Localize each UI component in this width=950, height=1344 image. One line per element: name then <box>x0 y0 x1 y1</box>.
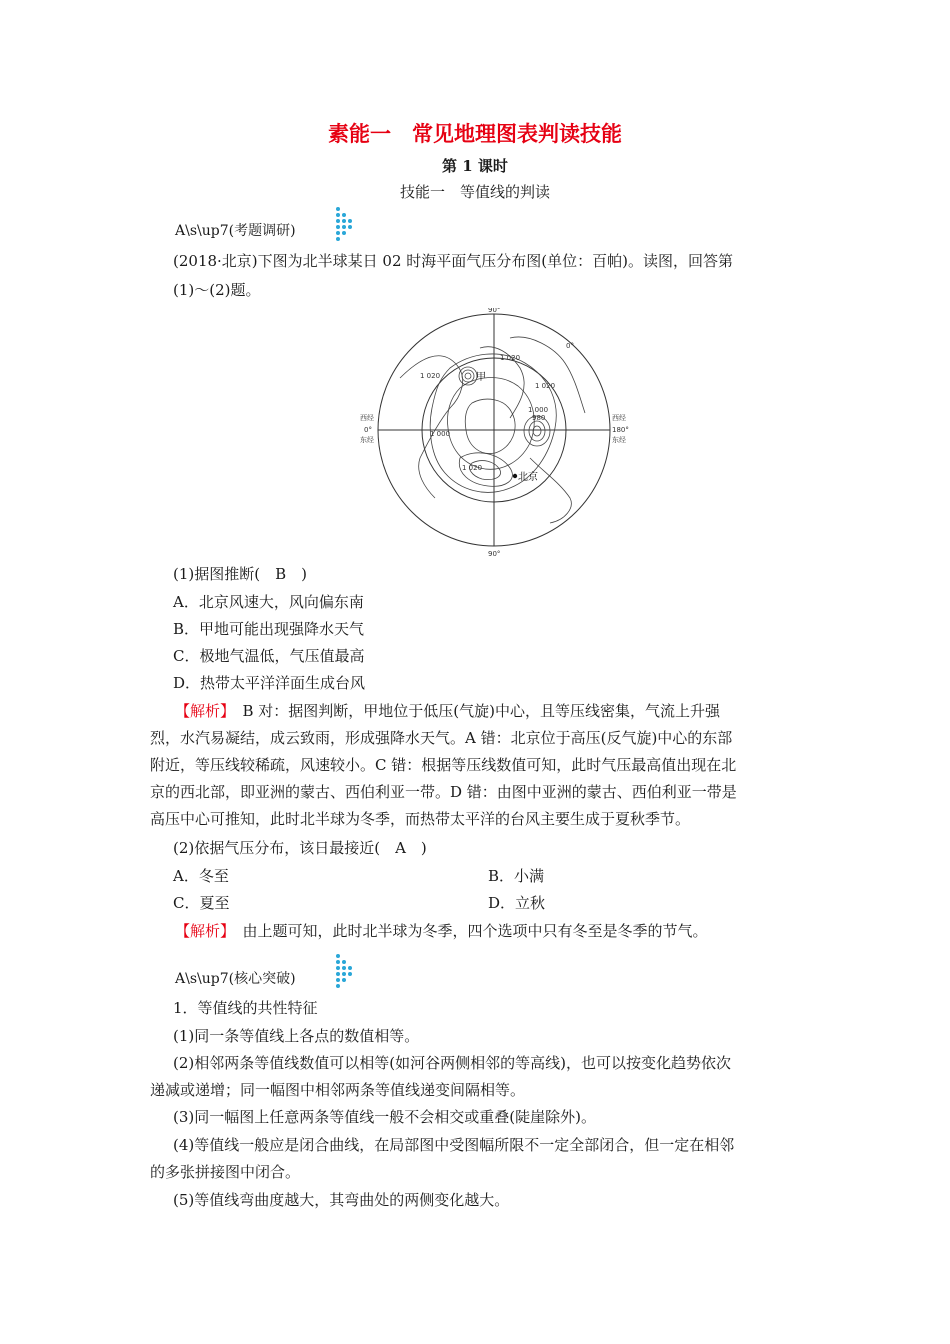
q1-explanation-line-3: 附近，等压线较稀疏，风速较小。C 错：根据等压线数值可知，此时气压最高值出现在北 <box>150 756 737 774</box>
label-zero: 0° <box>566 342 574 350</box>
core-point-4-line-2: 的多张拼接图中闭合。 <box>150 1163 301 1181</box>
place-beijing: 北京 <box>518 472 538 483</box>
iso-label-3: 1 000 <box>528 406 549 414</box>
place-jia: 甲 <box>476 372 486 383</box>
core-point-4-line-1: (4)等值线一般应是闭合曲线，在局部图中受图幅所限不一定全部闭合，但一定在相邻 <box>173 1136 735 1154</box>
iso-label-2: 1 020 <box>500 354 521 362</box>
core-point-1: (1)同一条等值线上各点的数值相等。 <box>173 1027 420 1045</box>
isobar-inner <box>465 399 515 453</box>
low-right-ring-3 <box>533 426 541 436</box>
core-point-2-line-2: 递减或递增；同一幅图中相邻两条等值线递变间隔相等。 <box>150 1081 526 1099</box>
iso-label-7: 1 020 <box>462 464 483 472</box>
q1-option-d: D．热带太平洋洋面生成台风 <box>173 674 366 692</box>
pressure-map-figure <box>360 308 630 558</box>
q1-explanation-line-2: 烈，水汽易凝结，成云致雨，形成强降水天气。A 错：北京位于高压(反气旋)中心的东部 <box>150 729 733 747</box>
q2-option-a: A．冬至 <box>173 867 229 885</box>
beijing-dot <box>513 474 517 478</box>
section-label-exam: A\s\up7(考题调研) <box>175 223 296 239</box>
section-label-core: A\s\up7(核心突破) <box>175 971 296 987</box>
label-right-2: 180° <box>612 426 629 434</box>
label-right-3: 东经 <box>612 436 626 444</box>
q1-explanation-line-4: 京的西北部，即亚洲的蒙古、西伯利亚一带。D 错：由图中亚洲的蒙古、西伯利亚一带是 <box>150 783 737 801</box>
q2-option-b: B．小满 <box>488 867 545 885</box>
iso-label-1: 1 020 <box>420 372 441 380</box>
q2-stem: (2)依据气压分布，该日最接近( A ) <box>173 839 427 857</box>
iso-label-5: 1 020 <box>535 382 556 390</box>
skill-heading: 技能一 等值线的判读 <box>399 183 550 201</box>
label-left-2: 0° <box>364 426 372 434</box>
analysis-tag: 【解析】 <box>175 702 228 720</box>
q1-option-a: A．北京风速大，风向偏东南 <box>173 593 364 611</box>
label-left-1: 西经 <box>360 414 374 422</box>
chevron-icon <box>334 952 356 990</box>
iso-label-6: 1 000 <box>430 430 451 438</box>
label-bottom: 90° <box>488 550 501 558</box>
intro-line-2: (1)～(2)题。 <box>173 281 261 299</box>
q2-explanation: 【解析】 由上题可知，此时北半球为冬季，四个选项中只有冬至是冬季的节气。 <box>175 922 708 940</box>
q1-explanation-line-1: 【解析】 B 对：据图判断，甲地位于低压(气旋)中心，且等压线密集，气流上升强 <box>175 702 721 720</box>
q1-stem: (1)据图推断( B ) <box>173 565 307 583</box>
coastline-3 <box>530 458 571 523</box>
core-point-3: (3)同一幅图上任意两条等值线一般不会相交或重叠(陡崖除外)。 <box>173 1108 596 1126</box>
core-heading: 1．等值线的共性特征 <box>173 999 318 1017</box>
page-title: 素能一 常见地理图表判读技能 <box>328 122 622 146</box>
label-right-1: 西经 <box>612 414 626 422</box>
q2-option-d: D．立秋 <box>488 894 546 912</box>
low-ring-3 <box>465 373 471 379</box>
core-point-5: (5)等值线弯曲度越大，其弯曲处的两侧变化越大。 <box>173 1191 510 1209</box>
low-ring-2 <box>462 370 474 382</box>
q1-option-b: B．甲地可能出现强降水天气 <box>173 620 365 638</box>
q1-option-c: C．极地气温低，气压值最高 <box>173 647 365 665</box>
intro-line-1: (2018·北京)下图为北半球某日 02 时海平面气压分布图(单位：百帕)。读图，回答第 <box>173 252 733 270</box>
q1-explanation-line-5: 高压中心可推知，此时北半球为冬季，而热带太平洋的台风主要生成于夏秋季节。 <box>150 810 691 828</box>
pressure-map <box>360 308 630 558</box>
lesson-label: 第 1 课时 <box>442 157 508 175</box>
label-left-3: 东经 <box>360 436 374 444</box>
iso-label-4: 980 <box>532 414 546 422</box>
chevron-icon <box>334 205 356 243</box>
low-right-ring-2 <box>529 421 545 441</box>
label-top: 90° <box>488 308 501 314</box>
q2-option-c: C．夏至 <box>173 894 230 912</box>
analysis-tag: 【解析】 <box>175 922 228 940</box>
core-point-2-line-1: (2)相邻两条等值线数值可以相等(如河谷两侧相邻的等高线)，也可以按变化趋势依次 <box>173 1054 731 1072</box>
